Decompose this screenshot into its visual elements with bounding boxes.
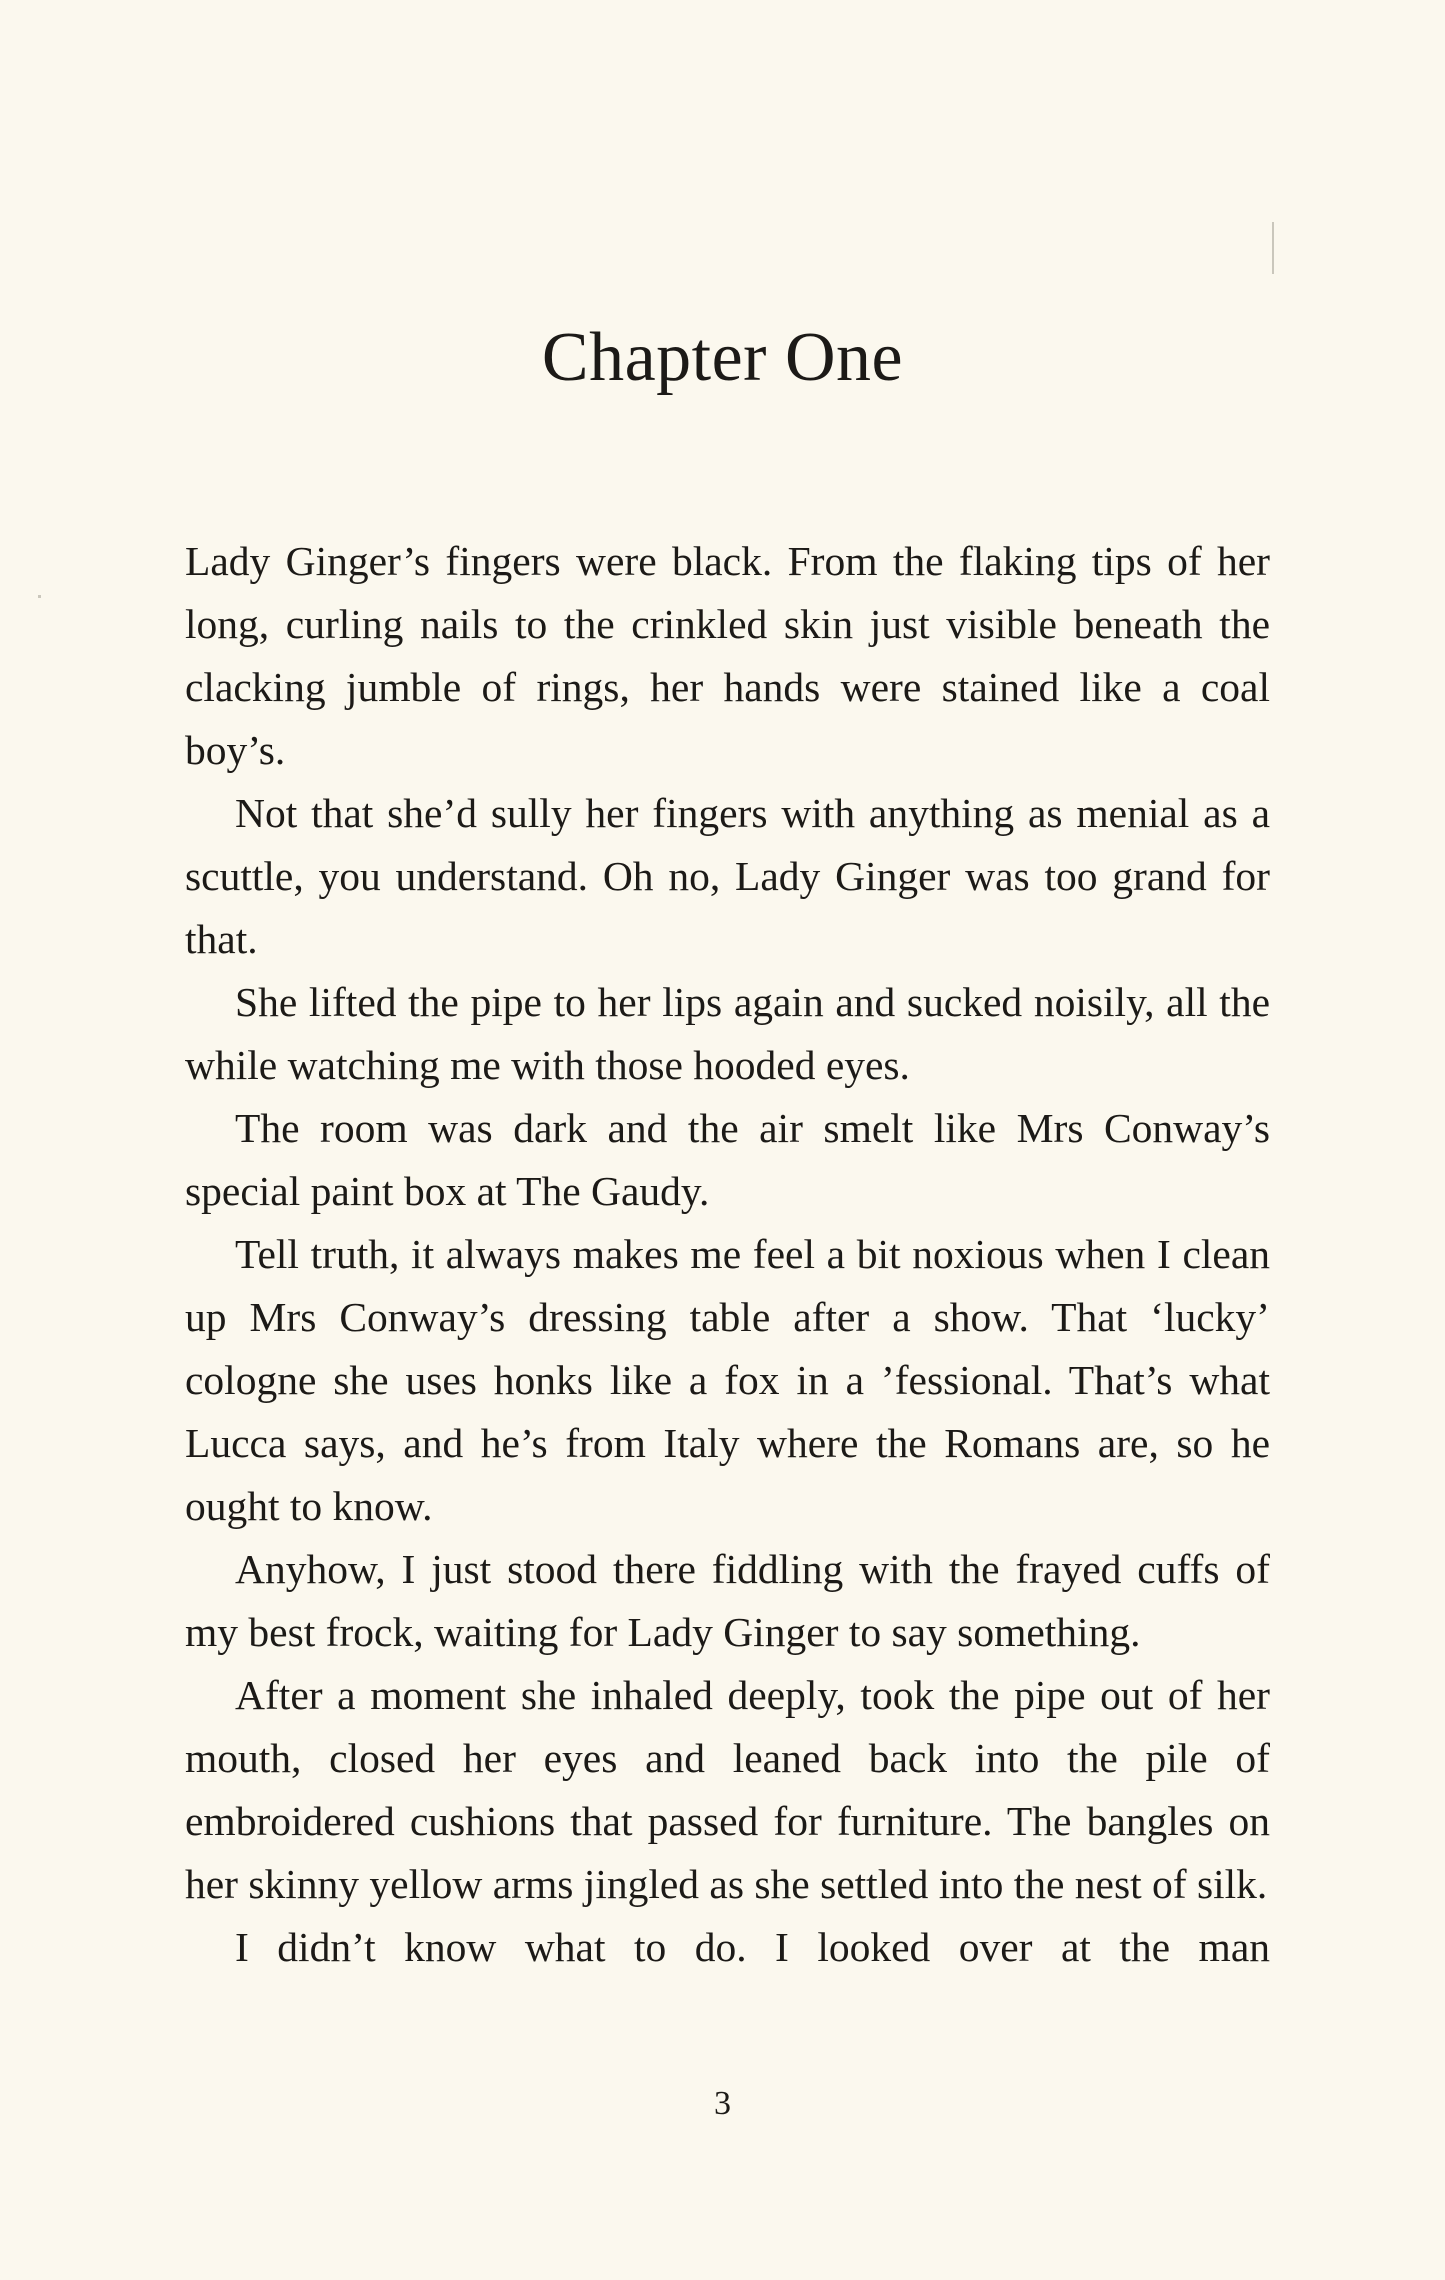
paragraph: I didn’t know what to do. I looked over at the man bbox=[235, 1924, 1270, 1970]
page-number: 3 bbox=[714, 2085, 731, 2122]
paragraph: Anyhow, I just stood there fiddling with the frayed cuffs of my best frock, waiting for Lady Ginger to say something. bbox=[185, 1546, 1270, 1655]
scan-mark bbox=[38, 595, 41, 598]
paragraph: Not that she’d sully her fingers with anything as menial as a scuttle, you understand. Oh no, Lady Ginger was too grand for that. bbox=[185, 790, 1270, 962]
paragraph: She lifted the pipe to her lips again and sucked noisily, all the while watching me with those hooded eyes. bbox=[185, 979, 1270, 1088]
paragraph: After a moment she inhaled deeply, took the pipe out of her mouth, closed her eyes and leaned back into the pile of embroidered cushions that passed for furniture. The bangles on her skinny yellow arms jingled as she settled into the nest of silk. bbox=[185, 1672, 1270, 1907]
paragraph: Tell truth, it always makes me feel a bit noxious when I clean up Mrs Conway’s dressing table after a show. That ‘lucky’ cologne she uses honks like a fox in a ’fessional. That’s what Lucca says, and he’s from Italy where the Romans are, so he ought to know. bbox=[185, 1231, 1270, 1529]
body-text bbox=[185, 530, 1270, 1979]
scan-mark bbox=[1272, 222, 1274, 274]
paragraph: The room was dark and the air smelt like Mrs Conway’s special paint box at The Gaudy. bbox=[185, 1105, 1270, 1214]
chapter-title: Chapter One bbox=[541, 319, 904, 396]
paragraph: Lady Ginger’s fingers were black. From the flaking tips of her long, curling nails to the crinkled skin just visible beneath the clacking jumble of rings, her hands were stained like a coal boy’s. bbox=[185, 538, 1270, 773]
